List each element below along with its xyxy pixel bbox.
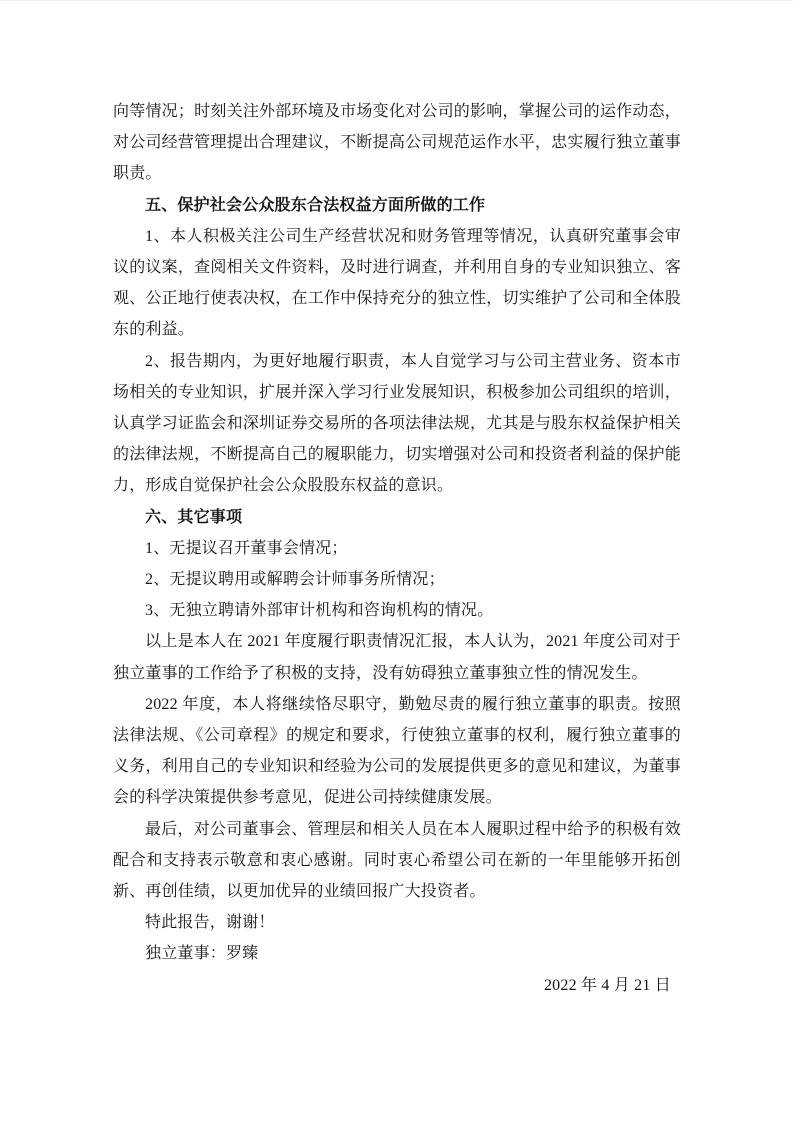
section-5-heading: 五、保护社会公众股东合法权益方面所做的工作 [145,196,486,214]
section-6-item-2: 2、无提议聘用或解聘会计师事务所情况； [145,571,445,589]
section-6-item-1: 1、无提议召开董事会情况； [145,539,348,557]
section-5-item-1: 1、本人积极关注公司生产经营状况和财务管理等情况，认真研究董事会审议的议案，查阅相关文件资料，及时进行调查，并利用自身的专业知识独立、客观、公正地行使表决权，在工作中保持充分的独立性，切实维护了公司和全体股东的利益。 [113,227,681,339]
continuation-paragraph: 向等情况；时刻关注外部环境及市场变化对公司的影响，掌握公司的运作动态，对公司经营管理提出合理建议，不断提高公司规范运作水平，忠实履行独立董事职责。 [113,103,681,183]
document-body [113,96,681,1001]
outlook-paragraph: 2022 年度，本人将继续恪尽职守，勤勉尽责的履行独立董事的职责。按照法律法规、《公司章程》的规定和要求，行使独立董事的权利，履行独立董事的义务，利用自己的专业知识和经验为公司的发展提供更多的意见和建议，为董事会的科学决策提供参考意见，促进公司持续健康发展。 [113,695,681,807]
thanks-paragraph: 最后，对公司董事会、管理层和相关人员在本人履职过程中给予的积极有效配合和支持表示敬意和衷心感谢。同时衷心希望公司在新的一年里能够开拓创新、再创佳绩，以更加优异的业绩回报广大投资者。 [113,820,681,901]
report-closing: 特此报告，谢谢！ [145,914,275,932]
section-6-item-3: 3、无独立聘请外部审计机构和咨询机构的情况。 [145,602,494,620]
summary-paragraph: 以上是本人在 2021 年度履行职责情况汇报，本人认为，2021 年度公司对于独立董事的工作给予了积极的支持，没有妨碍独立董事独立性的情况发生。 [113,633,681,682]
section-5-item-2: 2、报告期内，为更好地履行职责，本人自觉学习与公司主营业务、资本市场相关的专业知识，扩展并深入学习行业发展知识，积极参加公司组织的培训，认真学习证监会和深圳证券交易所的各项法律法规，尤其是与股东权益保护相关的法律法规，不断提高自己的履职能力，切实增强对公司和投资者利益的保护能力，形成自觉保护社会公众股股东权益的意识。 [113,352,681,495]
date-line: 2022 年 4 月 21 日 [543,976,671,994]
section-6-heading: 六、其它事项 [145,508,243,526]
signature-line: 独立董事：罗臻 [145,945,259,963]
